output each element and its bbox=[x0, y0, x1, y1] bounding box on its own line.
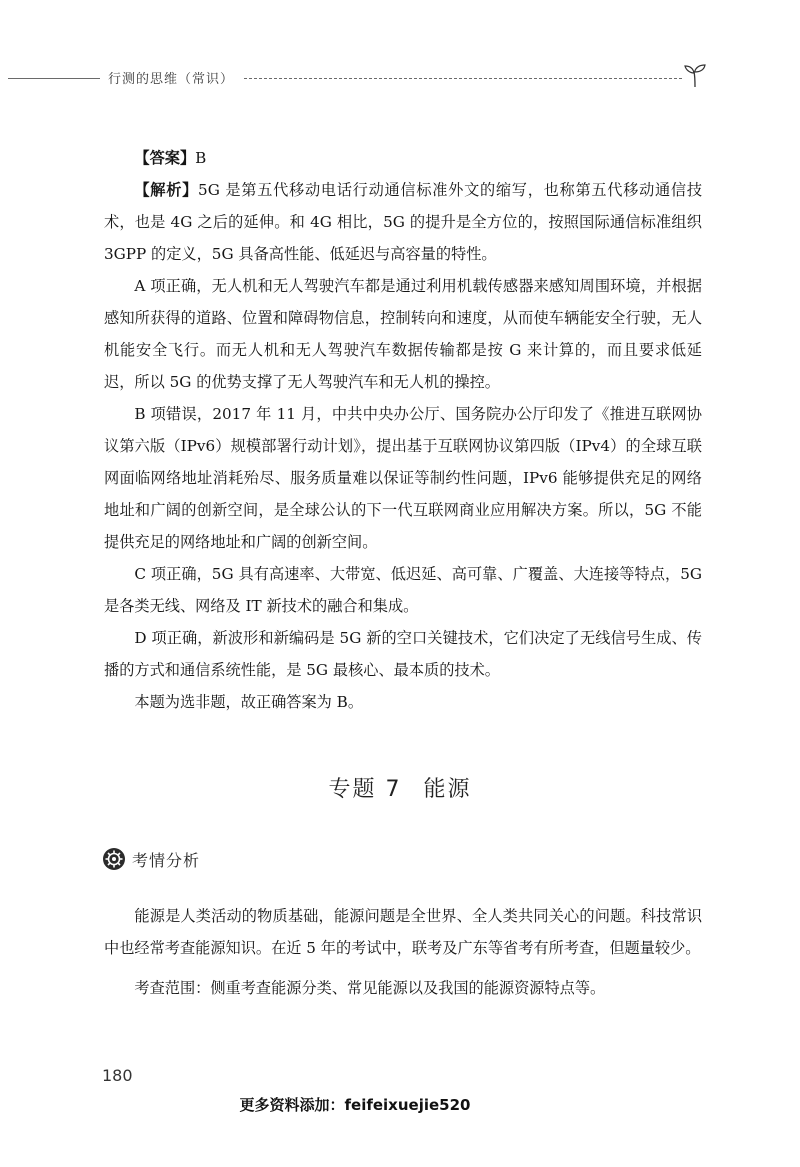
page-number: 180 bbox=[102, 1066, 133, 1085]
analysis-paragraph bbox=[104, 174, 702, 270]
topic-title bbox=[0, 772, 800, 803]
option-d-paragraph: D 项正确，新波形和新编码是 5G 新的空口关键技术，它们决定了无线信号生成、传播的方式和通信系统性能，是 5G 最核心、最本质的技术。 bbox=[104, 629, 702, 679]
answer-value: B bbox=[195, 149, 207, 167]
analysis-text: 5G 是第五代移动电话行动通信标准外文的缩写，也称第五代移动通信技术，也是 4G 之后的延伸。和 4G 相比，5G 的提升是全方位的，按照国际通信标准组织 3GPP 的定义，5G 具备高性能、低延迟与高容量的特性。 bbox=[104, 181, 703, 263]
energy-scope-paragraph: 考查范围：侧重考查能源分类、常见能源以及我国的能源资源特点等。 bbox=[134, 979, 606, 997]
option-a-paragraph: A 项正确，无人机和无人驾驶汽车都是通过利用机载传感器来感知周围环境，并根据感知所获得的道路、位置和障碍物信息，控制转向和速度，从而使车辆能安全行驶，无人机能安全飞行。而无人机和无人驾驶汽车数据传输都是按 G 来计算的，而且要求低延迟，所以 5G 的优势支撑了无人驾驶汽车和无人机的操控。 bbox=[104, 277, 702, 391]
header-rule-right bbox=[244, 78, 682, 79]
sprout-icon bbox=[682, 62, 708, 88]
answer-label: 【答案】 bbox=[134, 149, 196, 167]
energy-intro-paragraph: 能源是人类活动的物质基础，能源问题是全世界、全人类共同关心的问题。科技常识中也经常考查能源知识。在近 5 年的考试中，联考及广东等省考有所考查，但题量较少。 bbox=[104, 907, 702, 957]
header-rule-left bbox=[8, 78, 100, 79]
energy-section bbox=[104, 900, 702, 1004]
answer-line bbox=[104, 142, 702, 174]
section-heading bbox=[102, 846, 200, 872]
option-c-paragraph: C 项正确，5G 具有高速率、大带宽、低迟延、高可靠、广覆盖、大连接等特点，5G 是各类无线、网络及 IT 新技术的融合和集成。 bbox=[104, 565, 702, 615]
analysis-label: 【解析】 bbox=[134, 181, 199, 199]
running-header bbox=[0, 62, 800, 92]
section-title: 考情分析 bbox=[132, 850, 201, 870]
topic-name: 能源 bbox=[423, 777, 472, 802]
footer-note: 更多资料添加：feifeixuejie520 bbox=[239, 1096, 471, 1114]
answer-section bbox=[104, 142, 702, 718]
topic-number: 专题 7 bbox=[328, 777, 402, 802]
conclusion-paragraph: 本题为选非题，故正确答案为 B。 bbox=[134, 693, 364, 711]
header-title: 行测的思维（常识） bbox=[108, 72, 235, 87]
option-b-paragraph: B 项错误，2017 年 11 月，中共中央办公厅、国务院办公厅印发了《推进互联网协议第六版（IPv6）规模部署行动计划》，提出基于互联网协议第四版（IPv4）的全球互联网面临网络地址消耗殆尽、服务质量难以保证等制约性问题，IPv6 能够提供充足的网络地址和广阔的创新空间，是全球公认的下一代互联网商业应用解决方案。所以，5G 不能提供充足的网络地址和广阔的创新空间。 bbox=[104, 405, 702, 551]
gear-badge-icon bbox=[102, 847, 126, 871]
